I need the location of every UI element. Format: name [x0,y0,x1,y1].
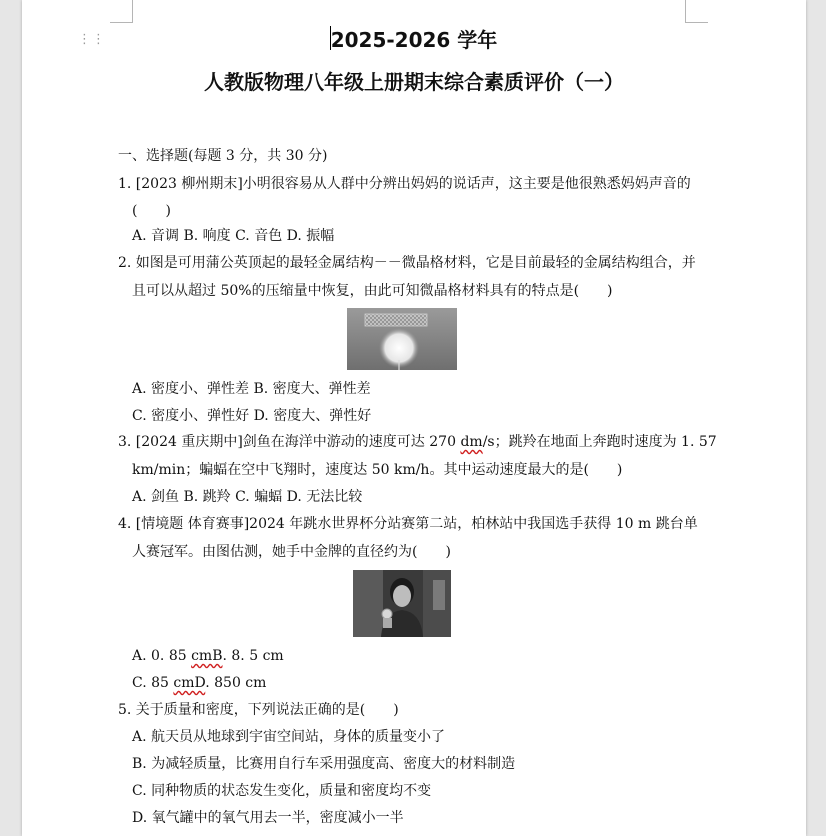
q3-line1 [118,433,717,451]
q2-line2: 且可以从超过 50%的压缩量中恢复，由此可知微晶格材料具有的特点是( ) [132,283,613,299]
q2-options-1: A. 密度小、弹性差 B. 密度大、弹性差 [132,381,371,397]
q3-options: A. 剑鱼 B. 跳羚 C. 蝙蝠 D. 无法比较 [132,489,363,505]
q4-line2: 人赛冠军。由图估测，她手中金牌的直径约为( ) [132,544,451,560]
dandelion-microlattice-image [347,308,457,370]
q5-option-c: C. 同种物质的状态发生变化，质量和密度均不变 [132,783,432,799]
page-corner-mark-left [110,0,133,23]
page-title: 人教版物理八年级上册期末综合素质评价（一） [204,70,624,94]
q1-line1: 1. [2023 柳州期末]小明很容易从人群中分辨出妈妈的说话声，这主要是他很熟悉妈妈声音的 [118,176,691,192]
q5-line1: 5. 关于质量和密度，下列说法正确的是( ) [118,702,399,718]
section-heading: 一、选择题(每题 3 分，共 30 分) [118,148,328,164]
spellcheck-mark[interactable]: cmB [191,648,223,664]
spellcheck-mark[interactable]: cmD [173,675,206,691]
q5-option-d: D. 氧气罐中的氧气用去一半，密度减小一半 [132,810,404,826]
q4-option-a-text: A. 0. 85 [132,648,192,664]
q4-option-c-text: C. 85 [132,675,174,691]
q4-options-1 [132,647,284,665]
q5-option-a: A. 航天员从地球到宇宙空间站，身体的质量变小了 [132,729,446,745]
diver-medal-photo [353,570,451,637]
q2-options-2: C. 密度小、弹性好 D. 密度大、弹性好 [132,408,372,424]
q3-line1-text: 3. [2024 重庆期中]剑鱼在海洋中游动的速度可达 270 [118,434,461,450]
q2-line1: 2. 如图是可用蒲公英顶起的最轻金属结构－－微晶格材料，它是目前最轻的金属结构组合，并 [118,255,696,271]
q4-option-b-text: . 8. 5 cm [222,648,284,664]
q1-options: A. 音调 B. 响度 C. 音色 D. 振幅 [132,228,335,244]
q4-options-2 [132,674,266,692]
spellcheck-mark[interactable]: dm [460,434,483,450]
page-corner-mark-right [685,0,708,23]
q4-line1: 4. [情境题 体育赛事]2024 年跳水世界杯分站赛第二站，柏林站中我国选手获得 10 m 跳台单 [118,516,698,532]
q5-option-b: B. 为减轻质量，比赛用自行车采用强度高、密度大的材料制造 [132,756,516,772]
document-page [22,0,806,836]
q3-line2: km/min；蝙蝠在空中飞翔时，速度达 50 km/h。其中运动速度最大的是( ) [132,462,623,478]
q1-line2: ( ) [132,203,171,219]
title-year: 2025-2026 学年 [330,28,498,52]
drag-handle-icon[interactable]: ⋮⋮ [78,32,106,47]
q4-option-d-text: . 850 cm [205,675,267,691]
q3-line1-text-b: /s；跳羚在地面上奔跑时速度为 1. 57 [482,434,717,450]
